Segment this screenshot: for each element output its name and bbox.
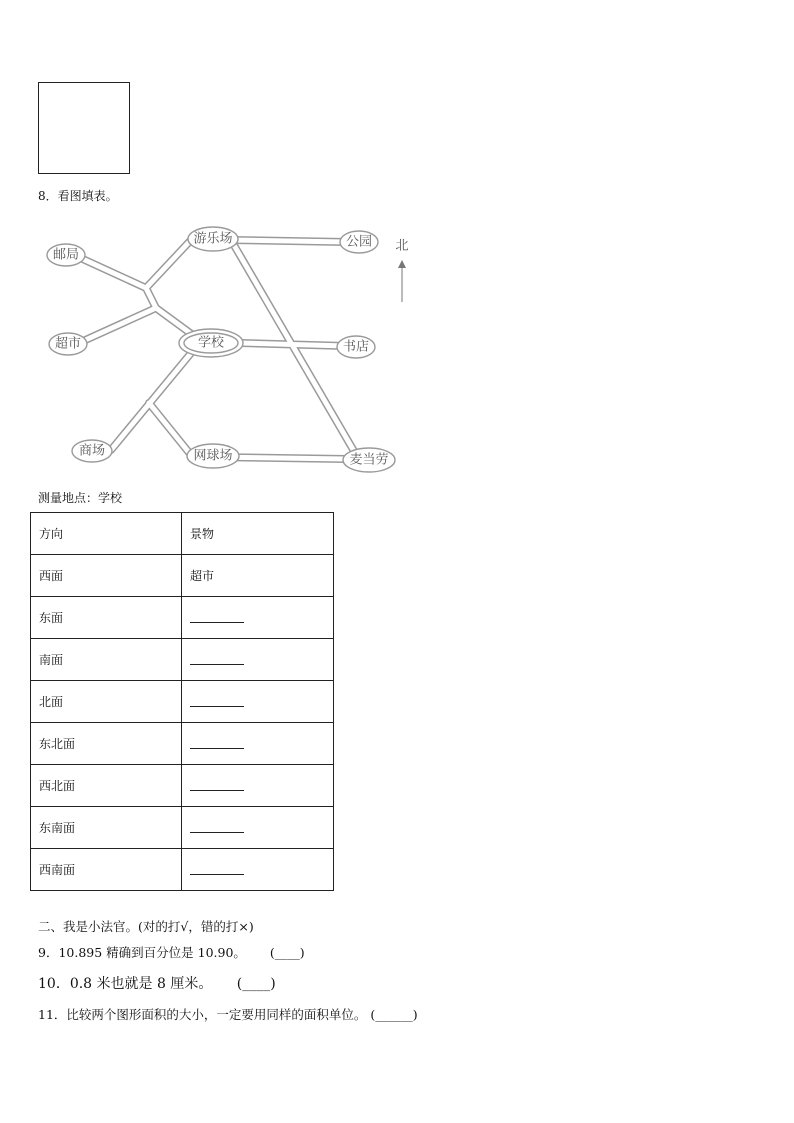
question-9 — [38, 943, 305, 961]
svg-text:学校: 学校 — [197, 335, 225, 351]
direction-cell: 南面 — [31, 639, 182, 681]
answer-blank[interactable] — [190, 652, 244, 665]
direction-table — [30, 512, 334, 891]
svg-text:商场: 商场 — [78, 443, 106, 459]
answer-blank[interactable] — [190, 736, 244, 749]
answer-blank[interactable] — [190, 694, 244, 707]
svg-text:书店: 书店 — [342, 339, 370, 355]
table-header-row — [31, 513, 334, 555]
question-9-answer-blank[interactable]: (____) — [269, 945, 305, 960]
header-direction: 方向 — [31, 513, 182, 555]
direction-cell: 西南面 — [31, 849, 182, 891]
answer-cell[interactable] — [182, 681, 334, 723]
direction-cell: 北面 — [31, 681, 182, 723]
svg-text:网球场: 网球场 — [193, 448, 233, 464]
place-supermarket — [49, 333, 87, 355]
place-park — [340, 231, 378, 253]
question-9-text: 9．10.895 精确到百分位是 10.90。 — [38, 945, 246, 960]
direction-cell: 东南面 — [31, 807, 182, 849]
table-row — [31, 765, 334, 807]
north-label: 北 — [395, 238, 409, 254]
blank-square-box — [38, 82, 130, 174]
table-row — [31, 555, 334, 597]
north-arrow — [395, 239, 408, 303]
place-post-office — [47, 244, 85, 266]
table-row — [31, 681, 334, 723]
question-10 — [38, 973, 276, 993]
direction-cell: 西北面 — [31, 765, 182, 807]
svg-text:超市: 超市 — [54, 336, 82, 352]
answer-cell[interactable] — [182, 723, 334, 765]
table-row — [31, 807, 334, 849]
answer-cell[interactable] — [182, 639, 334, 681]
answer-blank[interactable] — [190, 862, 244, 875]
answer-blank[interactable] — [190, 820, 244, 833]
table-row — [31, 849, 334, 891]
question-11 — [38, 1005, 418, 1023]
svg-text:麦当劳: 麦当劳 — [349, 452, 389, 468]
svg-text:公园: 公园 — [345, 234, 373, 250]
answer-cell[interactable] — [182, 597, 334, 639]
answer-cell[interactable] — [182, 765, 334, 807]
table-row — [31, 639, 334, 681]
answer-cell[interactable] — [182, 849, 334, 891]
place-mall — [72, 440, 112, 462]
header-scenery: 景物 — [182, 513, 334, 555]
measure-location: 测量地点：学校 — [38, 491, 123, 505]
place-school — [179, 329, 243, 357]
question-10-text: 10．0.8 米也就是 8 厘米。 — [38, 976, 213, 992]
direction-cell: 东北面 — [31, 723, 182, 765]
table-row — [31, 597, 334, 639]
answer-blank[interactable] — [190, 610, 244, 623]
place-amusement-park — [188, 227, 238, 251]
direction-cell: 东面 — [31, 597, 182, 639]
table-row — [31, 723, 334, 765]
question-10-answer-blank[interactable]: (____) — [236, 976, 276, 992]
question-11-answer-blank[interactable]: (______) — [370, 1007, 418, 1022]
place-tennis-court — [187, 444, 239, 468]
svg-text:邮局: 邮局 — [52, 247, 80, 263]
place-bookstore — [337, 336, 375, 358]
question-11-text: 11．比较两个图形面积的大小，一定要用同样的面积单位。 — [38, 1007, 367, 1022]
answer-blank[interactable] — [190, 778, 244, 791]
answer-cell[interactable] — [182, 807, 334, 849]
map-diagram — [36, 218, 416, 478]
svg-text:游乐场: 游乐场 — [193, 231, 233, 247]
question-8-title: 8．看图填表。 — [38, 189, 118, 203]
direction-cell: 西面 — [31, 555, 182, 597]
answer-cell: 超市 — [182, 555, 334, 597]
place-mcdonalds — [343, 448, 395, 472]
section-2-title: 二、我是小法官。(对的打√，错的打×) — [38, 919, 254, 934]
